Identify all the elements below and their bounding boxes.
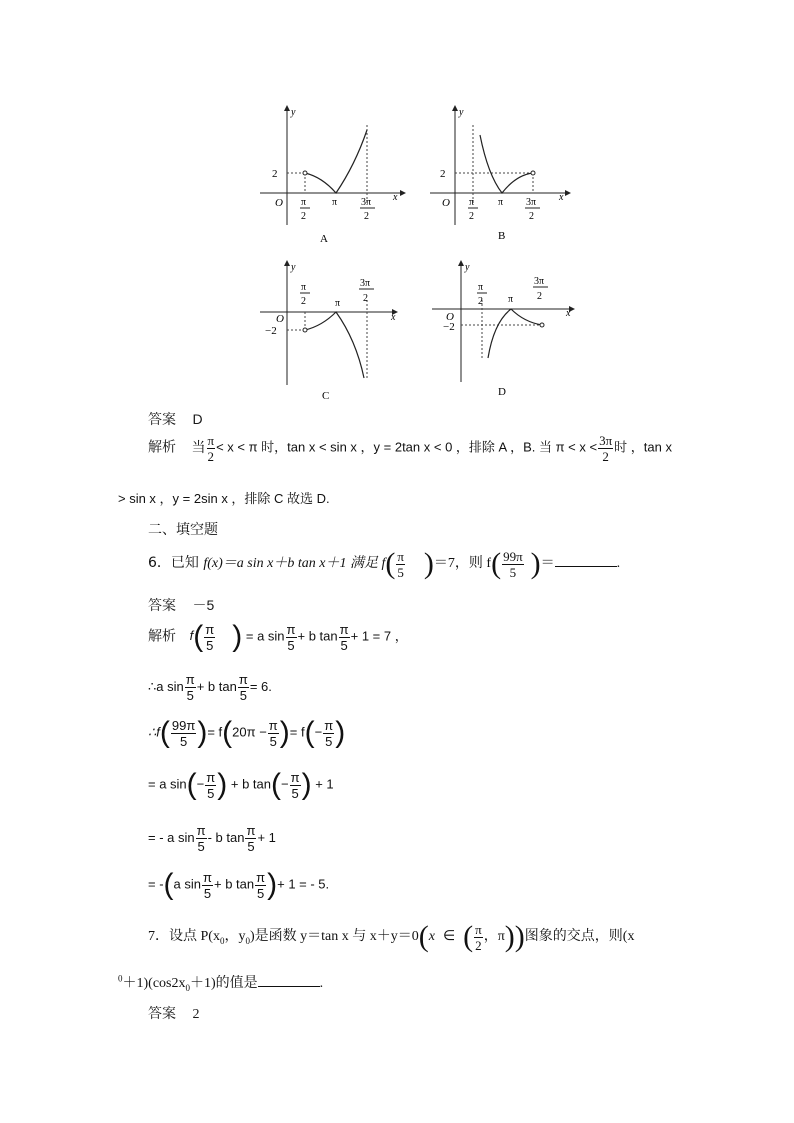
q6-l1-c: + 1 = 7 ， xyxy=(350,628,408,644)
q6-answer-value: －5 xyxy=(192,597,215,613)
graph-panel-a xyxy=(260,105,406,245)
panel-b-label: B xyxy=(498,230,506,242)
panel-d-neg2: −2 xyxy=(443,321,455,333)
q6-stem-period: . xyxy=(616,556,621,572)
q5-condition-2: 时 ，tan x xyxy=(614,439,672,455)
panel-b-pi-half-num: π xyxy=(469,197,475,208)
q6-l1-frac3: $\frac{\pi}{5}$ xyxy=(339,621,349,653)
q6-analysis-label: 解析 xyxy=(148,628,176,645)
panel-c-label: C xyxy=(322,390,330,402)
q7-answer-label: 答案 xyxy=(148,1006,176,1022)
q6-l5-frac1: $\frac{\pi}{5}$ xyxy=(196,823,206,854)
panel-c-3pi-num: 3π xyxy=(360,278,371,289)
panel-a-two: 2 xyxy=(272,168,278,180)
panel-c-pi: π xyxy=(335,298,341,309)
graph-panel-b xyxy=(430,105,571,242)
q6-l1-f: f xyxy=(189,628,194,644)
q7-line2-a: ＋1)(cos2x xyxy=(122,976,186,991)
panel-d-pi-half-num: π xyxy=(478,282,484,293)
q6-l2-c: = 6. xyxy=(249,678,272,694)
q6-stem: 6．已知 f(x)＝a sin x＋b tan x＋1 满足 f( $\frac{\pi}{5}$ )＝7，则 f( $\frac{99\pi}{5}$ )＝ . xyxy=(148,547,621,580)
q7-line2-b: ＋1)的值是 xyxy=(190,976,258,991)
panel-b-y: y xyxy=(459,107,464,118)
q6-analysis-line6: = -(a sin $\frac{\pi}{5}$ + b tan $\frac{\pi}{5}$ )+ 1 = - 5. xyxy=(148,868,330,901)
q6-l2-frac1: $\frac{\pi}{5}$ xyxy=(185,672,195,703)
q7-line2-end: . xyxy=(319,976,324,991)
q6-l6-frac2: $\frac{\pi}{5}$ xyxy=(256,869,266,901)
q6-l3-c: = f xyxy=(289,724,305,740)
q6-l3-frac2: $\frac{\pi}{5}$ xyxy=(268,717,278,749)
q5-answer xyxy=(148,409,203,429)
q6-l6-a: = - xyxy=(148,876,164,892)
q6-l5-c: + 1 xyxy=(257,829,276,845)
q6-l5-b: - b tan xyxy=(207,829,245,845)
panel-a-pi-half-num: π xyxy=(301,197,307,208)
panel-c-3pi-den: 2 xyxy=(363,293,368,304)
q5-answer-value: D xyxy=(192,411,203,427)
panel-d-x: x xyxy=(566,308,571,319)
q6-l6-c: + b tan xyxy=(214,876,255,892)
q5-condition-1: < x < π 时，tan x < sin x ，y = 2tan x < 0 ，排除 A ，B. 当 π < x < xyxy=(216,439,598,455)
q6-stem-function: f(x)＝a sin x＋b tan x＋1 满足 f xyxy=(203,556,386,572)
panel-b-3pi-den: 2 xyxy=(529,211,534,222)
q6-l3-a: ∴f xyxy=(148,724,160,740)
q7-sub0-c: 0 xyxy=(118,973,123,984)
q6-analysis-line4: = a sin(− $\frac{\pi}{5}$ ) + b tan(− $\frac{\pi}{5}$ ) + 1 xyxy=(148,768,334,801)
panel-a-y: y xyxy=(291,107,296,118)
q7-stem-d: ，π xyxy=(483,929,505,945)
panel-d-y: y xyxy=(465,262,470,273)
q6-analysis-line2 xyxy=(148,673,272,702)
q6-l3-inner: 20π − xyxy=(232,724,267,740)
q5-pi-half: $\frac{\pi}{2}$ xyxy=(207,433,215,464)
panel-b-pi-half-den: 2 xyxy=(469,211,474,222)
q7-stem-b: ，y xyxy=(224,929,246,945)
q6-answer xyxy=(148,595,214,615)
panel-a-pi-half-den: 2 xyxy=(301,211,306,222)
panel-b-two: 2 xyxy=(440,168,446,180)
q7-x: x xyxy=(428,929,435,945)
q7-in: ∈ xyxy=(442,929,456,945)
q6-answer-blank xyxy=(555,554,617,567)
q7-sub0-b: 0 xyxy=(245,936,250,947)
q6-l4-frac1: $\frac{\pi}{5}$ xyxy=(206,769,216,801)
q6-l4-minus1: − xyxy=(196,776,205,792)
q6-l4-frac2: $\frac{\pi}{5}$ xyxy=(290,769,300,801)
panel-c-pi-half-den: 2 xyxy=(301,296,306,307)
panel-c-origin: O xyxy=(276,313,284,325)
panel-d-label: D xyxy=(498,386,506,398)
q6-l2-a: ∴a sin xyxy=(148,678,184,694)
q6-l5-frac2: $\frac{\pi}{5}$ xyxy=(246,823,256,854)
graph-panel-d xyxy=(432,260,575,398)
panel-a-3pi-den: 2 xyxy=(364,211,369,222)
q6-answer-label: 答案 xyxy=(148,598,176,614)
panel-c-y: y xyxy=(291,262,296,273)
q6-l4-b: + b tan xyxy=(230,776,271,792)
q6-l3-minus: − xyxy=(314,724,323,740)
q7-answer-blank xyxy=(258,974,320,987)
panel-b-x: x xyxy=(559,192,564,203)
panel-b-origin: O xyxy=(442,197,450,209)
q7-stem-line2 xyxy=(118,972,323,993)
panel-d-3pi-den: 2 xyxy=(537,291,542,302)
panel-a-origin: O xyxy=(275,197,283,209)
q6-l1-frac1: $\frac{\pi}{5}$ xyxy=(205,621,215,653)
q6-l1-b: + b tan xyxy=(297,628,338,644)
panel-c-neg2: −2 xyxy=(265,325,277,337)
graph-options-figure xyxy=(240,95,585,405)
q6-stem-lead: 6．已知 xyxy=(148,555,204,572)
q5-analysis-line2: > sin x ，y = 2sin x ，排除 C 故选 D. xyxy=(118,491,330,506)
panel-c-pi-half-num: π xyxy=(301,282,307,293)
panel-c-x: x xyxy=(391,312,396,323)
q6-analysis-line3: ∴f( $\frac{99\pi}{5}$ )= f(20π − $\frac{\pi}{5}$ )= f(− $\frac{\pi}{5}$ ) xyxy=(148,716,346,749)
panel-a-pi: π xyxy=(332,197,338,208)
q6-l6-frac1: $\frac{\pi}{5}$ xyxy=(203,869,212,901)
panel-d-pi-half-den: 2 xyxy=(478,296,483,307)
panel-d-pi: π xyxy=(508,294,514,305)
q6-stem-mid: ＝7，则 f xyxy=(433,556,492,572)
panel-b-pi: π xyxy=(498,197,504,208)
q5-analysis-label: 解析 xyxy=(148,439,176,456)
q7-stem-a: 7．设点 P(x xyxy=(148,929,220,945)
q6-l1-a: = a sin xyxy=(245,628,285,644)
q6-l2-b: + b tan xyxy=(196,678,237,694)
q6-l3-b: = f xyxy=(207,724,223,740)
q5-answer-label: 答案 xyxy=(148,412,176,428)
q7-stem-e: 图象的交点，则(x xyxy=(524,929,635,945)
q5-when: 当 xyxy=(191,439,206,456)
q6-stem-eq: ＝ xyxy=(540,556,555,572)
q6-l2-frac2: $\frac{\pi}{5}$ xyxy=(238,672,248,703)
q6-l1-frac2: $\frac{\pi}{5}$ xyxy=(286,621,296,653)
q6-l4-a: = a sin xyxy=(148,776,187,792)
q6-l3-frac3: $\frac{\pi}{5}$ xyxy=(324,717,334,749)
q7-sub0-a: 0 xyxy=(219,936,225,947)
panel-a-3pi-num: 3π xyxy=(361,197,372,208)
q7-stem-c: )是函数 y＝tan x 与 x＋y＝0 xyxy=(249,929,419,945)
q7-answer-value: 2 xyxy=(192,1007,200,1022)
q6-pi-over-5: $\frac{\pi}{5}$ xyxy=(397,548,404,580)
section-heading: 二、填空题 xyxy=(148,522,218,538)
panel-d-origin: O xyxy=(446,311,454,323)
q6-analysis-line1: 解析 f( $\frac{\pi}{5}$ ) = a sin $\frac{\pi}{5}$ + b tan $\frac{\pi}{5}$ + 1 = 7 ， xyxy=(148,620,408,653)
q7-pi-half: $\frac{\pi}{2}$ xyxy=(475,921,482,953)
q5-analysis-line1 xyxy=(148,434,672,463)
graph-panel-c xyxy=(260,260,398,402)
q6-l4-minus2: − xyxy=(281,776,289,792)
q6-99pi-over-5: $\frac{99\pi}{5}$ xyxy=(503,548,523,580)
panel-d-3pi-num: 3π xyxy=(534,276,545,287)
q7-stem-line1: 7．设点 $P(x_0$，$y_0$)是函数 y＝tan x 与 x＋y＝0(x ∈ ( $\frac{\pi}{2}$ ，π))图象的交点，则(x xyxy=(148,920,635,953)
q6-l6-b: a sin xyxy=(173,876,202,892)
q5-3pi-half: $\frac{3\pi}{2}$ xyxy=(599,433,613,464)
q6-l4-c: + 1 xyxy=(315,776,334,792)
q6-l6-d: + 1 = - 5. xyxy=(277,876,330,892)
panel-a-x: x xyxy=(393,192,398,203)
q6-l5-a: = - a sin xyxy=(148,829,195,845)
q7-answer xyxy=(148,1003,199,1023)
panel-a-label: A xyxy=(320,233,328,245)
q6-l3-frac1: $\frac{99\pi}{5}$ xyxy=(171,717,196,749)
panel-b-3pi-num: 3π xyxy=(526,197,537,208)
q6-analysis-line5 xyxy=(148,824,276,853)
q7-sub0-d: 0 xyxy=(185,982,190,993)
